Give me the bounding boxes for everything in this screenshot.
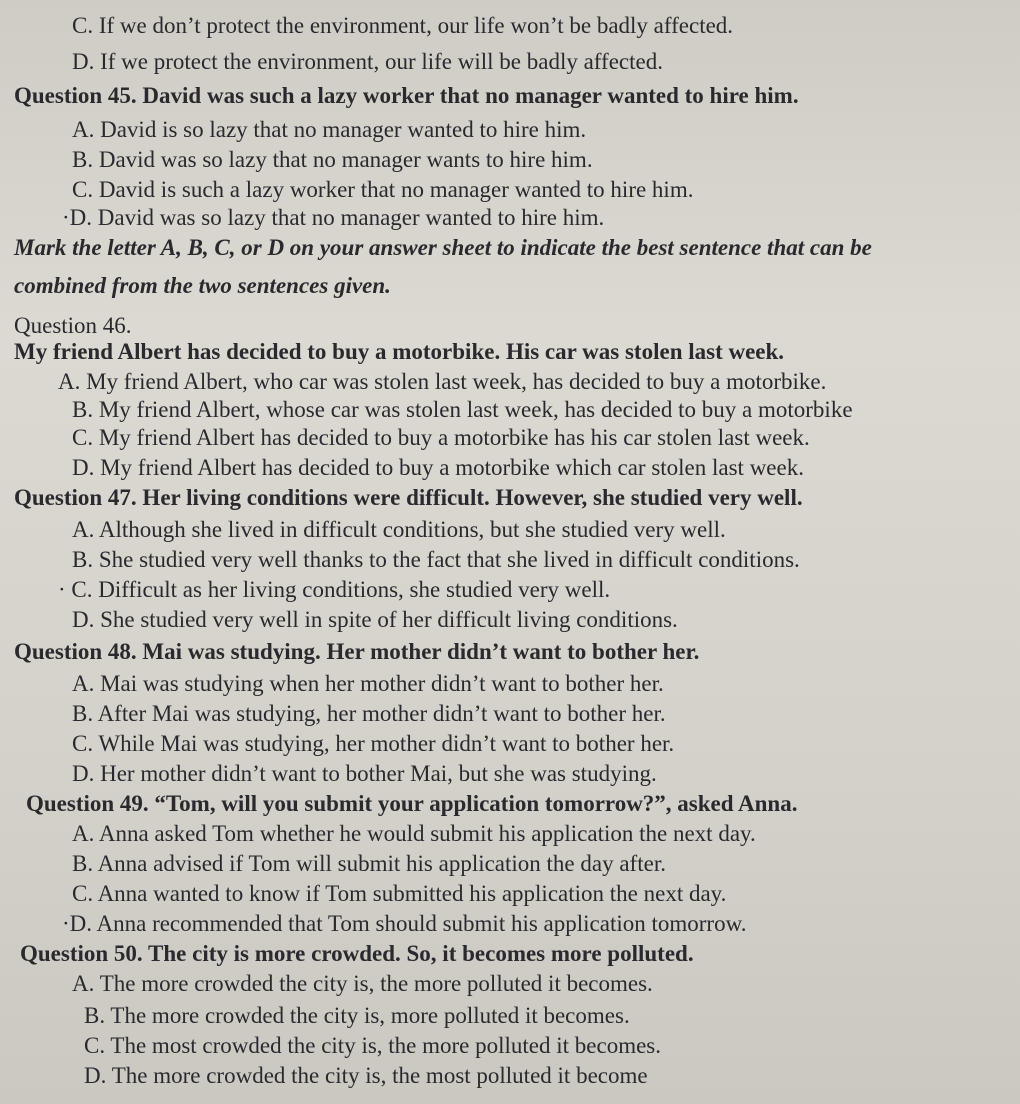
q48-option-d: D. Her mother didn’t want to bother Mai, but she was studying. [72, 761, 657, 786]
q47-option-c: · C. Difficult as her living conditions, she studied very well. [58, 577, 611, 602]
q45-stem: Question 45. David was such a lazy worker that no manager wanted to hire him. [14, 83, 799, 108]
q46-stem: My friend Albert has decided to buy a motorbike. His car was stolen last week. [14, 339, 785, 364]
q49-option-a: A. Anna asked Tom whether he would submit his application the next day. [72, 821, 756, 846]
q46-label: Question 46. [14, 313, 132, 338]
q50-option-d: D. The more crowded the city is, the most polluted it become [84, 1063, 648, 1088]
instruction-line-2: combined from the two sentences given. [14, 273, 391, 298]
q48-stem: Question 48. Mai was studying. Her mother didn’t want to bother her. [14, 639, 700, 664]
q47-option-b: B. She studied very well thanks to the fact that she lived in difficult conditions. [72, 547, 800, 572]
q46-option-a: A. My friend Albert, who car was stolen last week, has decided to buy a motorbike. [58, 369, 827, 394]
q48-option-b: B. After Mai was studying, her mother didn’t want to bother her. [72, 701, 666, 726]
q45-option-b: B. David was so lazy that no manager wants to hire him. [72, 147, 593, 172]
q45-option-c: C. David is such a lazy worker that no manager wanted to hire him. [72, 177, 694, 202]
q48-option-c: C. While Mai was studying, her mother didn’t want to bother her. [72, 731, 675, 756]
q45-option-a: A. David is so lazy that no manager wanted to hire him. [72, 117, 587, 142]
q44-option-d: D. If we protect the environment, our life will be badly affected. [72, 49, 663, 74]
q49-option-d: ·D. Anna recommended that Tom should submit his application tomorrow. [62, 911, 747, 936]
q48-option-a: A. Mai was studying when her mother didn’t want to bother her. [72, 671, 664, 696]
q50-option-b: B. The more crowded the city is, more polluted it becomes. [84, 1003, 630, 1028]
q47-stem: Question 47. Her living conditions were difficult. However, she studied very well. [14, 485, 803, 510]
q46-option-c: C. My friend Albert has decided to buy a motorbike has his car stolen last week. [72, 425, 810, 450]
instruction-line-1: Mark the letter A, B, C, or D on your answer sheet to indicate the best sentence that can be [14, 235, 872, 260]
q50-option-c: C. The most crowded the city is, the more polluted it becomes. [84, 1033, 662, 1058]
q50-stem: Question 50. The city is more crowded. So, it becomes more polluted. [20, 941, 694, 966]
q47-option-a: A. Although she lived in difficult conditions, but she studied very well. [72, 517, 726, 542]
q46-option-b: B. My friend Albert, whose car was stolen last week, has decided to buy a motorbike [72, 397, 853, 422]
q50-option-a: A. The more crowded the city is, the more polluted it becomes. [72, 971, 653, 996]
q49-stem: Question 49. “Tom, will you submit your application tomorrow?”, asked Anna. [26, 791, 798, 816]
q47-option-d: D. She studied very well in spite of her difficult living conditions. [72, 607, 678, 632]
q45-option-d: ·D. David was so lazy that no manager wanted to hire him. [62, 205, 605, 230]
q49-option-b: B. Anna advised if Tom will submit his application the day after. [72, 851, 666, 876]
q44-option-c: C. If we don’t protect the environment, our life won’t be badly affected. [72, 13, 734, 38]
q49-option-c: C. Anna wanted to know if Tom submitted his application the next day. [72, 881, 727, 906]
q46-option-d: D. My friend Albert has decided to buy a motorbike which car stolen last week. [72, 455, 804, 480]
